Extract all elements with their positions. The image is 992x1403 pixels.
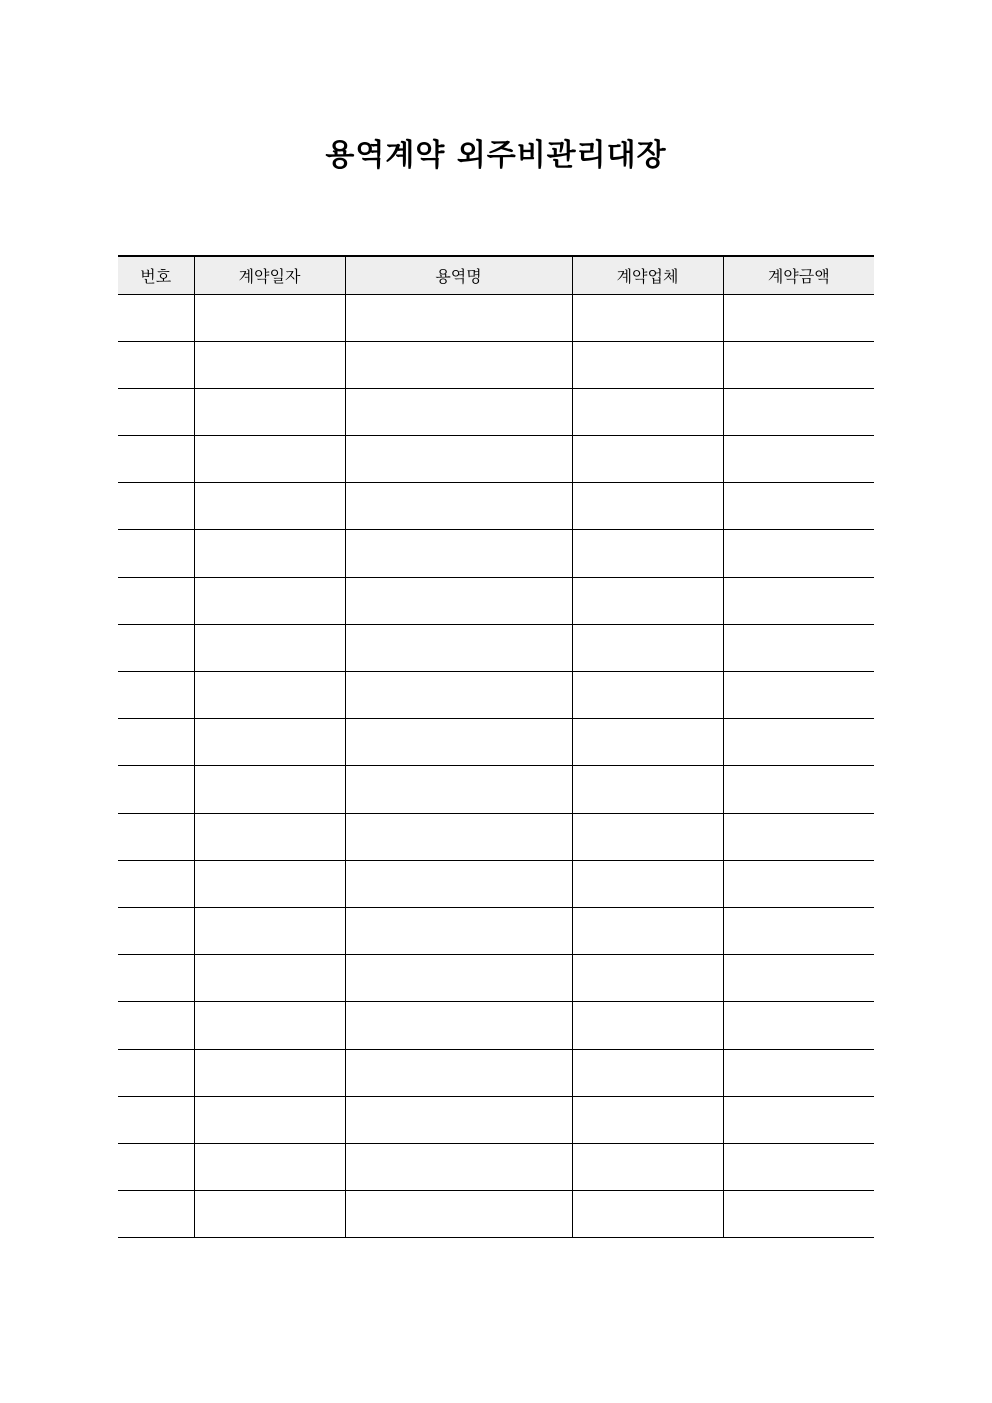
cell-contractor [572,624,723,671]
cell-service-name [345,907,572,954]
cell-number [118,624,194,671]
cell-contract-date [194,341,345,388]
table-row [118,1049,874,1096]
cell-service-name [345,436,572,483]
header-contract-date: 계약일자 [194,256,345,294]
cell-contractor [572,483,723,530]
cell-contractor [572,766,723,813]
cell-contract-amount [723,341,874,388]
cell-number [118,907,194,954]
table-row [118,955,874,1002]
cell-contract-date [194,1002,345,1049]
cell-contractor [572,388,723,435]
cell-number [118,766,194,813]
cell-contract-amount [723,1096,874,1143]
cell-service-name [345,294,572,341]
header-contractor: 계약업체 [572,256,723,294]
cell-contractor [572,955,723,1002]
cell-contract-amount [723,294,874,341]
table-row [118,530,874,577]
cell-contractor [572,1096,723,1143]
cell-service-name [345,1096,572,1143]
table-row [118,907,874,954]
cell-service-name [345,1002,572,1049]
cell-service-name [345,955,572,1002]
cell-contract-amount [723,1191,874,1238]
table-row [118,766,874,813]
cell-contract-date [194,672,345,719]
cell-contractor [572,1002,723,1049]
cell-contract-amount [723,624,874,671]
cell-contractor [572,530,723,577]
table-row [118,1096,874,1143]
cell-service-name [345,388,572,435]
cell-contract-amount [723,388,874,435]
cell-contract-date [194,860,345,907]
cell-contractor [572,860,723,907]
cell-number [118,1191,194,1238]
cell-number [118,813,194,860]
cell-service-name [345,766,572,813]
cell-contract-date [194,388,345,435]
header-contract-amount: 계약금액 [723,256,874,294]
cell-contract-amount [723,766,874,813]
cell-contract-date [194,813,345,860]
table-row [118,1143,874,1190]
cell-number [118,1143,194,1190]
table-row [118,719,874,766]
cell-contract-amount [723,577,874,624]
cell-service-name [345,341,572,388]
cell-contract-amount [723,813,874,860]
table-row [118,672,874,719]
cell-contractor [572,1191,723,1238]
cell-contractor [572,813,723,860]
cell-contract-amount [723,860,874,907]
cell-contract-amount [723,530,874,577]
table-row [118,813,874,860]
cell-service-name [345,483,572,530]
cell-contractor [572,672,723,719]
cell-contract-date [194,1191,345,1238]
cell-contractor [572,719,723,766]
cell-contract-date [194,955,345,1002]
cell-number [118,719,194,766]
cell-service-name [345,672,572,719]
cell-contractor [572,294,723,341]
cell-contract-date [194,1049,345,1096]
cell-contract-date [194,624,345,671]
cell-number [118,577,194,624]
cell-contract-date [194,577,345,624]
cell-number [118,860,194,907]
cell-service-name [345,1049,572,1096]
header-service-name: 용역명 [345,256,572,294]
cell-contract-date [194,766,345,813]
cell-number [118,436,194,483]
table-row [118,624,874,671]
cell-contractor [572,341,723,388]
cell-contract-amount [723,907,874,954]
cell-contract-date [194,530,345,577]
cell-number [118,672,194,719]
cell-service-name [345,530,572,577]
ledger-table [118,255,874,1238]
cell-service-name [345,1191,572,1238]
cell-contract-date [194,1096,345,1143]
cell-contract-date [194,719,345,766]
table-header-row [118,256,874,294]
cell-contract-date [194,294,345,341]
cell-service-name [345,719,572,766]
cell-number [118,530,194,577]
cell-service-name [345,860,572,907]
cell-contract-amount [723,672,874,719]
cell-number [118,341,194,388]
cell-service-name [345,813,572,860]
table-row [118,294,874,341]
table-row [118,1002,874,1049]
cell-contract-amount [723,955,874,1002]
table-row [118,577,874,624]
table-row [118,341,874,388]
cell-contract-amount [723,483,874,530]
cell-number [118,388,194,435]
cell-contractor [572,1143,723,1190]
cell-contract-date [194,436,345,483]
cell-contractor [572,1049,723,1096]
page-title: 용역계약 외주비관리대장 [325,138,667,173]
cell-number [118,1096,194,1143]
cell-service-name [345,1143,572,1190]
cell-contract-date [194,1143,345,1190]
cell-number [118,955,194,1002]
cell-number [118,1049,194,1096]
cell-contract-amount [723,719,874,766]
cell-contract-amount [723,1049,874,1096]
table-row [118,860,874,907]
cell-number [118,483,194,530]
header-number: 번호 [118,256,194,294]
cell-contractor [572,907,723,954]
cell-service-name [345,624,572,671]
table-body [118,294,874,1238]
cell-number [118,294,194,341]
cell-contractor [572,436,723,483]
cell-contract-amount [723,1002,874,1049]
cell-service-name [345,577,572,624]
table-row [118,1191,874,1238]
table-row [118,483,874,530]
cell-contract-amount [723,436,874,483]
cell-number [118,1002,194,1049]
table-row [118,388,874,435]
cell-contract-date [194,907,345,954]
cell-contract-amount [723,1143,874,1190]
table-row [118,436,874,483]
cell-contractor [572,577,723,624]
cell-contract-date [194,483,345,530]
